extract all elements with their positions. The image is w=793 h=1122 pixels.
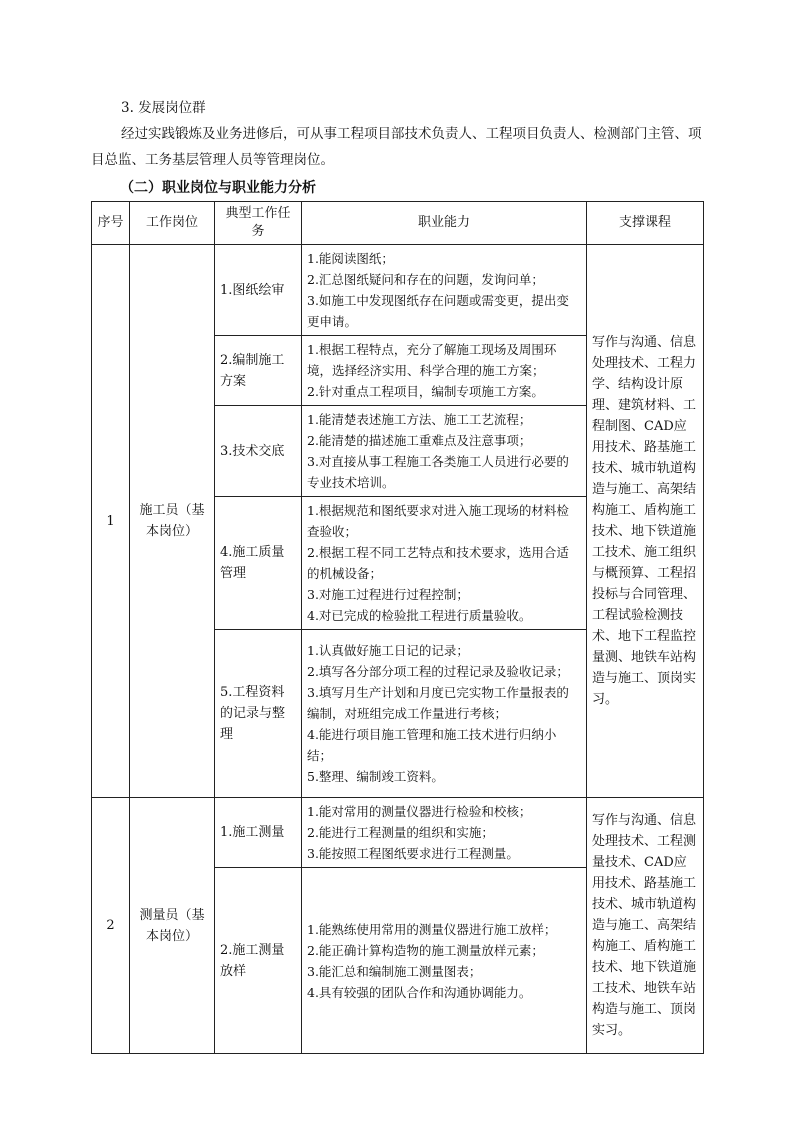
ability-cell <box>302 497 587 630</box>
header-courses: 支撑课程 <box>587 202 704 245</box>
ability-line: 2.填写各分部分项工程的过程记录及验收记录； <box>307 664 569 679</box>
task-cell: 2.施工测量放样 <box>215 868 302 1054</box>
post-name: 测量员（基本岗位） <box>130 798 215 1054</box>
header-ability: 职业能力 <box>302 202 587 245</box>
ability-line: 4.对已完成的检验批工程进行质量验收。 <box>307 608 532 623</box>
ability-line: 4.具有较强的团队合作和沟通协调能力。 <box>307 984 532 1000</box>
header-no: 序号 <box>92 202 130 245</box>
ability-line: 3.如施工中发现图纸存在问题或需变更，提出变更申请。 <box>307 293 569 329</box>
task-cell: 5.工程资料的记录与整理 <box>215 630 302 798</box>
post-name: 施工员（基本岗位） <box>130 245 215 798</box>
ability-line: 1.根据规范和图纸要求对进入施工现场的材料检查验收； <box>307 503 569 539</box>
ability-line: 1.能阅读图纸； <box>307 251 394 266</box>
ability-line: 4.能进行项目施工管理和施工技术进行归纳小结； <box>307 727 557 763</box>
task-cell: 1.图纸绘审 <box>215 245 302 336</box>
job-ability-table <box>91 201 704 1054</box>
ability-cell <box>302 630 587 798</box>
task-cell: 2.编制施工方案 <box>215 336 302 406</box>
header-task: 典型工作任务 <box>215 202 302 245</box>
ability-line: 3.能按照工程图纸要求进行工程测量。 <box>307 846 519 861</box>
ability-line: 1.能熟练使用常用的测量仪器进行施工放样； <box>307 921 557 937</box>
ability-cell <box>302 245 587 336</box>
table-row <box>92 798 704 868</box>
section-heading: 3. 发展岗位群 <box>121 100 206 116</box>
ability-line: 2.能清楚的描述施工重难点及注意事项； <box>307 433 532 448</box>
ability-line: 2.汇总图纸疑问和存在的问题，发询问单； <box>307 272 544 287</box>
ability-cell <box>302 868 587 1054</box>
ability-line: 5.整理、编制竣工资料。 <box>307 769 444 784</box>
row-number: 1 <box>92 245 130 798</box>
ability-line: 3.填写月生产计划和月度已完实物工作量报表的编制，对班组完成工作量进行考核； <box>307 685 569 721</box>
task-cell: 4.施工质量管理 <box>215 497 302 630</box>
ability-cell <box>302 336 587 406</box>
ability-line: 3.对施工过程进行过程控制； <box>307 587 469 602</box>
row-number: 2 <box>92 798 130 1054</box>
ability-line: 1.能对常用的测量仪器进行检验和校核； <box>307 804 532 819</box>
ability-line: 2.针对重点工程项目，编制专项施工方案。 <box>307 384 544 399</box>
ability-line: 2.能进行工程测量的组织和实施； <box>307 825 494 840</box>
table-header-row <box>92 202 704 245</box>
ability-line: 3.对直接从事工程施工各类施工人员进行必要的专业技术培训。 <box>307 454 569 490</box>
ability-line: 1.能清楚表述施工方法、施工工艺流程； <box>307 412 532 427</box>
ability-cell <box>302 798 587 868</box>
ability-cell <box>302 406 587 497</box>
task-cell: 3.技术交底 <box>215 406 302 497</box>
intro-paragraph: 经过实践锻炼及业务进修后，可从事工程项目部技术负责人、工程项目负责人、检测部门主管、项目总监、工务基层管理人员等管理岗位。 <box>91 126 702 168</box>
table-row <box>92 245 704 336</box>
ability-line: 3.能汇总和编制施工测量图表； <box>307 963 482 979</box>
course-cell: 写作与沟通、信息处理技术、工程力学、结构设计原理、建筑材料、工程制图、CAD应用技术、路基施工技术、城市轨道构造与施工、高架结构施工、盾构施工技术、地下铁道施工技术、施工组织与概预算、工程招投标与合同管理、工程试验检测技术、地下工程监控量测、地铁车站构造与施工、顶岗实习。 <box>587 245 704 798</box>
section-title: （二）职业岗位与职业能力分析 <box>120 180 316 196</box>
ability-line: 2.能正确计算构造物的施工测量放样元素； <box>307 942 544 958</box>
ability-line: 1.认真做好施工日记的记录； <box>307 643 469 658</box>
task-cell: 1.施工测量 <box>215 798 302 868</box>
ability-line: 1.根据工程特点，充分了解施工现场及周围环境，选择经济实用、科学合理的施工方案； <box>307 342 557 378</box>
course-cell: 写作与沟通、信息处理技术、工程测量技术、CAD应用技术、路基施工技术、城市轨道构造与施工、高架结构施工、盾构施工技术、地下铁道施工技术、地铁车站构造与施工、顶岗实习。 <box>587 798 704 1054</box>
ability-line: 2.根据工程不同工艺特点和技术要求，选用合适的机械设备； <box>307 545 569 581</box>
header-post: 工作岗位 <box>130 202 215 245</box>
